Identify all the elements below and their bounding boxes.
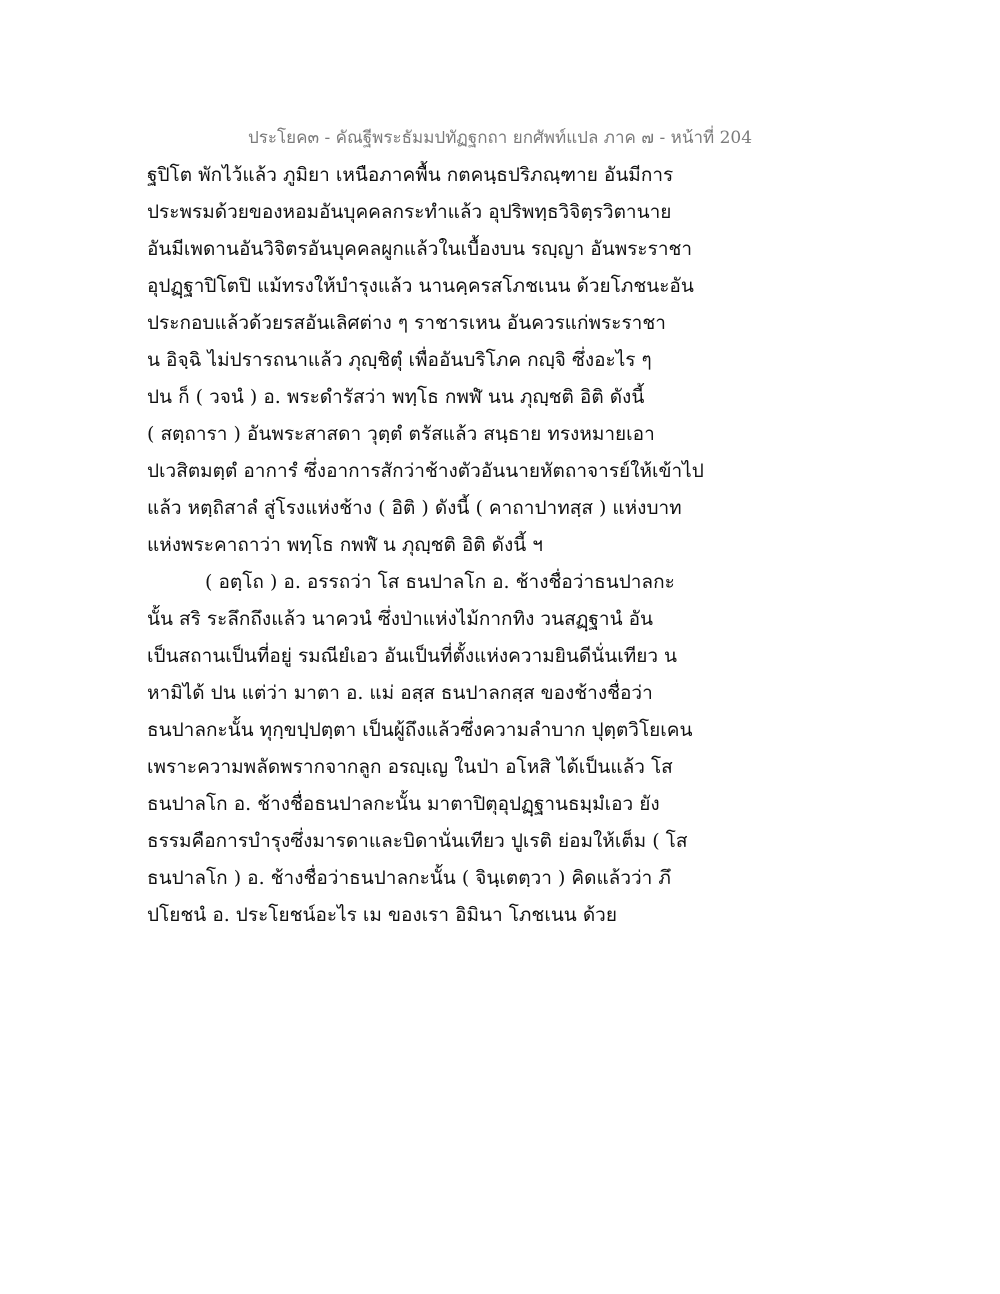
text-line: น อิจฺฉิ ไม่ปรารถนาแล้ว ภุญฺชิตุํ เพื่ออันบริโภค กญฺจิ ซึ่งอะไร ๆ <box>147 349 652 371</box>
text-line: ธนปาลกะนั้น ทุกฺขปฺปตฺตา เป็นผู้ถึงแล้วซึ่งความลำบาก ปุตฺตวิโยเคน <box>147 719 693 741</box>
text-line: ปโยชนํ อ. ประโยชน์อะไร เม ของเรา อิมินา โภชเนน ด้วย <box>147 904 617 926</box>
text-line: ฐปิโต พักไว้แล้ว ภูมิยา เหนือภาคพื้น กตคนฺธปริภณฺฑาย อันมีการ <box>147 164 674 186</box>
text-line: เพราะความพลัดพรากจากลูก อรญฺเญ ในป่า อโหสิ ได้เป็นแล้ว โส <box>147 756 673 778</box>
text-line: ประพรมด้วยของหอมอันบุคคลกระทำแล้ว อุปริพทฺธวิจิตฺรวิตานาย <box>147 201 672 223</box>
text-line: แล้ว หตฺถิสาลํ สู่โรงแห่งช้าง ( อิติ ) ดังนี้ ( คาถาปาทสฺส ) แห่งบาท <box>147 497 682 519</box>
body-text <box>147 157 867 934</box>
text-line: หามิได้ ปน แต่ว่า มาตา อ. แม่ อสฺส ธนปาลกสฺส ของช้างชื่อว่า <box>147 682 653 704</box>
page-header-text: ประโยค๓ - คัณฐีพระธัมมปทัฏฐกถา ยกศัพท์แปล ภาค ๗ - หน้าที่ 204 <box>247 128 753 148</box>
text-line: ปน ก็ ( วจนํ ) อ. พระดำรัสว่า พทฺโธ กพฬํ นน ภุญฺชติ อิติ ดังนี้ <box>147 386 645 408</box>
text-line: เป็นสถานเป็นที่อยู่ รมณียํเอว อันเป็นที่ตั้งแห่งความยินดีนั่นเทียว น <box>147 645 678 667</box>
text-line: ปเวสิตมตฺตํ อาการํ ซึ่งอาการสักว่าช้างตัวอันนายหัตถาจารย์ให้เข้าไป <box>147 460 704 482</box>
text-line: ธนปาลโก ) อ. ช้างชื่อว่าธนปาลกะนั้น ( จินฺเตตฺวา ) คิดแล้วว่า ภึ <box>147 867 671 889</box>
text-line: อุปฏฺฐาปิโตปิ แม้ทรงให้บำรุงแล้ว นานคฺครสโภชเนน ด้วยโภชนะอัน <box>147 275 694 297</box>
text-line: ธนปาลโก อ. ช้างชื่อธนปาลกะนั้น มาตาปิตุอุปฏฺฐานธมฺมํเอว ยัง <box>147 793 660 815</box>
page-header <box>0 124 1000 151</box>
text-line: ธรรมคือการบำรุงซึ่งมารดาและบิดานั่นเทียว ปูเรติ ย่อมให้เต็ม ( โส <box>147 830 688 852</box>
text-line: ( สตฺถารา ) อันพระสาสดา วุตฺตํ ตรัสแล้ว สนฺธาย ทรงหมายเอา <box>147 423 655 445</box>
text-line: นั้น สริ ระลึกถึงแล้ว นาควนํ ซึ่งป่าแห่งไม้กากทิง วนสฏฺฐานํ อัน <box>147 608 653 630</box>
text-line: ประกอบแล้วด้วยรสอันเลิศต่าง ๆ ราชารเหน อันควรแก่พระราชา <box>147 312 666 334</box>
text-line: แห่งพระคาถาว่า พทฺโธ กพฬํ น ภุญฺชติ อิติ ดังนี้ ฯ <box>147 534 543 556</box>
text-line: อันมีเพดานอันวิจิตรอันบุคคลผูกแล้วในเบื้องบน รญฺญา อันพระราชา <box>147 238 693 260</box>
paragraph-start-line: ( อตฺโถ ) อ. อรรถว่า โส ธนปาลโก อ. ช้างชื่อว่าธนปาลกะ <box>205 571 675 593</box>
